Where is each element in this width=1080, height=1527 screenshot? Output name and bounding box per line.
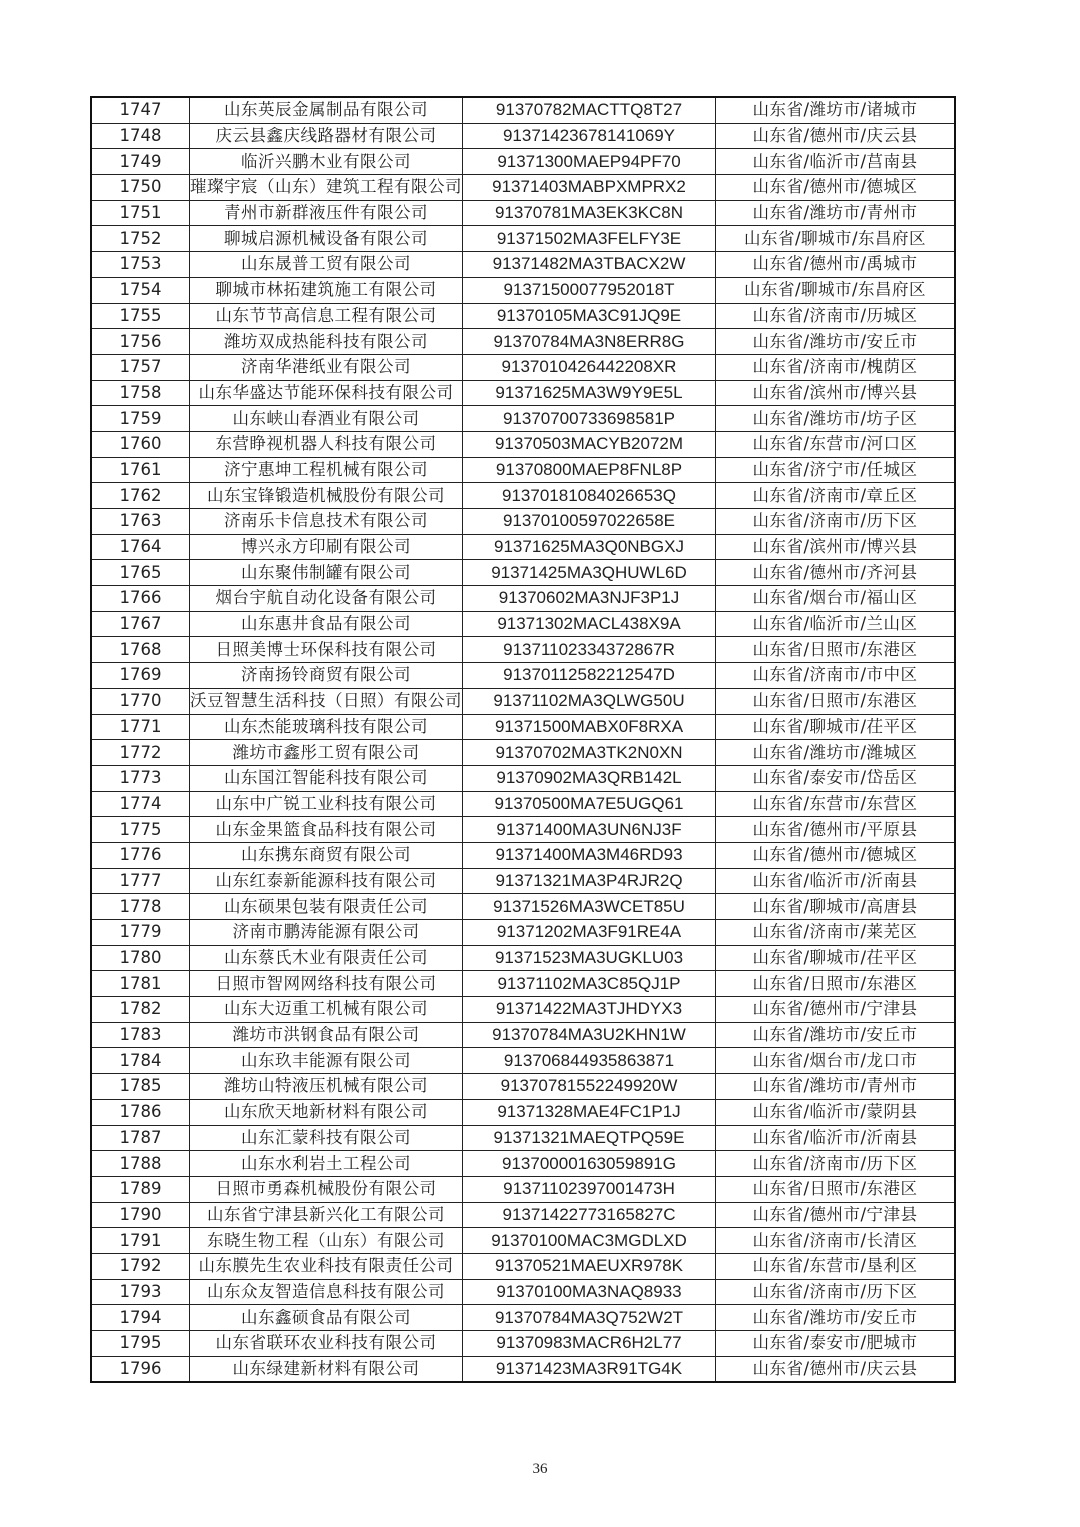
region-cell: 山东省/德州市/德城区 [716, 175, 956, 201]
credit-code-cell: 91370602MA3NJF3P1J [463, 586, 716, 612]
company-name-cell: 山东红泰新能源科技有限公司 [190, 868, 463, 894]
credit-code-cell: 91370784MA3U2KHN1W [463, 1022, 716, 1048]
table-row [91, 1202, 955, 1228]
region-cell: 山东省/潍坊市/潍城区 [716, 740, 956, 766]
credit-code-cell: 91371102397001473H [463, 1176, 716, 1202]
credit-code-cell: 91370521MAEUXR978K [463, 1253, 716, 1279]
company-name-cell: 山东汇蒙科技有限公司 [190, 1125, 463, 1151]
row-number-cell: 1795 [91, 1331, 190, 1357]
row-number-cell: 1776 [91, 842, 190, 868]
region-cell: 山东省/德州市/齐河县 [716, 560, 956, 586]
credit-code-cell: 91371422MA3TJHDYX3 [463, 997, 716, 1023]
credit-code-cell: 91371321MAEQTPQ59E [463, 1125, 716, 1151]
table-row [91, 1125, 955, 1151]
credit-code-cell: 91370100MAC3MGDLXD [463, 1228, 716, 1254]
credit-code-cell: 91371423MA3R91TG4K [463, 1356, 716, 1382]
company-name-cell: 济南乐卡信息技术有限公司 [190, 509, 463, 535]
row-number-cell: 1777 [91, 868, 190, 894]
region-cell: 山东省/济南市/章丘区 [716, 483, 956, 509]
row-number-cell: 1757 [91, 354, 190, 380]
row-number-cell: 1785 [91, 1074, 190, 1100]
credit-code-cell: 91371300MAEP94PF70 [463, 149, 716, 175]
credit-code-cell: 91371328MAE4FC1P1J [463, 1099, 716, 1125]
region-cell: 山东省/济南市/莱芜区 [716, 920, 956, 946]
company-name-cell: 烟台宇航自动化设备有限公司 [190, 586, 463, 612]
row-number-cell: 1762 [91, 483, 190, 509]
region-cell: 山东省/德州市/宁津县 [716, 1202, 956, 1228]
row-number-cell: 1782 [91, 997, 190, 1023]
credit-code-cell: 91371423678141069Y [463, 123, 716, 149]
row-number-cell: 1774 [91, 791, 190, 817]
row-number-cell: 1765 [91, 560, 190, 586]
region-cell: 山东省/临沂市/莒南县 [716, 149, 956, 175]
row-number-cell: 1748 [91, 123, 190, 149]
region-cell: 山东省/济南市/市中区 [716, 663, 956, 689]
credit-code-cell: 91371500MABX0F8RXA [463, 714, 716, 740]
company-name-cell: 东晓生物工程（山东）有限公司 [190, 1228, 463, 1254]
table-row [91, 1305, 955, 1331]
company-name-cell: 山东杰能玻璃科技有限公司 [190, 714, 463, 740]
region-cell: 山东省/泰安市/肥城市 [716, 1331, 956, 1357]
credit-code-cell: 91371625MA3Q0NBGXJ [463, 534, 716, 560]
region-cell: 山东省/潍坊市/诸城市 [716, 97, 956, 123]
table-row [91, 971, 955, 997]
row-number-cell: 1753 [91, 252, 190, 278]
table-row [91, 1228, 955, 1254]
region-cell: 山东省/潍坊市/青州市 [716, 200, 956, 226]
company-name-cell: 日照市勇森机械股份有限公司 [190, 1176, 463, 1202]
company-name-cell: 日照美博士环保科技有限公司 [190, 637, 463, 663]
region-cell: 山东省/德州市/德城区 [716, 842, 956, 868]
region-cell: 山东省/烟台市/福山区 [716, 586, 956, 612]
company-name-cell: 济南市鹏涛能源有限公司 [190, 920, 463, 946]
company-name-cell: 山东国江智能科技有限公司 [190, 765, 463, 791]
table-row [91, 688, 955, 714]
credit-code-cell: 91370902MA3QRB142L [463, 765, 716, 791]
table-row [91, 842, 955, 868]
company-name-cell: 庆云县鑫庆线路器材有限公司 [190, 123, 463, 149]
table-row [91, 894, 955, 920]
region-cell: 山东省/日照市/东港区 [716, 688, 956, 714]
region-cell: 山东省/临沂市/蒙阴县 [716, 1099, 956, 1125]
company-name-cell: 日照市智网网络科技有限公司 [190, 971, 463, 997]
company-name-cell: 山东节节高信息工程有限公司 [190, 303, 463, 329]
credit-code-cell: 91370503MACYB2072M [463, 431, 716, 457]
table-row [91, 509, 955, 535]
row-number-cell: 1784 [91, 1048, 190, 1074]
region-cell: 山东省/滨州市/博兴县 [716, 380, 956, 406]
table-row [91, 1151, 955, 1177]
credit-code-cell: 91371400MA3M46RD93 [463, 842, 716, 868]
table-row [91, 1099, 955, 1125]
region-cell: 山东省/聊城市/茌平区 [716, 714, 956, 740]
company-name-cell: 济南华港纸业有限公司 [190, 354, 463, 380]
credit-code-cell: 91371523MA3UGKLU03 [463, 945, 716, 971]
row-number-cell: 1775 [91, 817, 190, 843]
credit-code-cell: 91371403MABPXMPRX2 [463, 175, 716, 201]
company-name-cell: 山东中广锐工业科技有限公司 [190, 791, 463, 817]
region-cell: 山东省/济宁市/任城区 [716, 457, 956, 483]
company-name-cell: 璀璨宇宸（山东）建筑工程有限公司 [190, 175, 463, 201]
region-cell: 山东省/临沂市/沂南县 [716, 868, 956, 894]
region-cell: 山东省/东营市/河口区 [716, 431, 956, 457]
credit-code-cell: 91370700733698581P [463, 406, 716, 432]
table-row [91, 868, 955, 894]
table-row [91, 483, 955, 509]
table-row [91, 175, 955, 201]
region-cell: 山东省/日照市/东港区 [716, 971, 956, 997]
table-row [91, 252, 955, 278]
row-number-cell: 1778 [91, 894, 190, 920]
credit-code-cell: 91371400MA3UN6NJ3F [463, 817, 716, 843]
page-number: 36 [532, 1461, 548, 1477]
row-number-cell: 1749 [91, 149, 190, 175]
row-number-cell: 1766 [91, 586, 190, 612]
table-row [91, 740, 955, 766]
company-name-cell: 山东众友智造信息科技有限公司 [190, 1279, 463, 1305]
row-number-cell: 1788 [91, 1151, 190, 1177]
row-number-cell: 1773 [91, 765, 190, 791]
credit-code-cell: 91371102MA3C85QJ1P [463, 971, 716, 997]
company-name-cell: 山东携东商贸有限公司 [190, 842, 463, 868]
company-name-cell: 山东华盛达节能环保科技有限公司 [190, 380, 463, 406]
credit-code-cell: 91371500077952018T [463, 277, 716, 303]
row-number-cell: 1761 [91, 457, 190, 483]
row-number-cell: 1764 [91, 534, 190, 560]
credit-code-cell: 91371102334372867R [463, 637, 716, 663]
row-number-cell: 1755 [91, 303, 190, 329]
table-row [91, 945, 955, 971]
credit-code-cell: 91370800MAEP8FNL8P [463, 457, 716, 483]
row-number-cell: 1752 [91, 226, 190, 252]
company-name-cell: 山东惠井食品有限公司 [190, 611, 463, 637]
company-name-cell: 潍坊市洪钢食品有限公司 [190, 1022, 463, 1048]
table-row [91, 765, 955, 791]
region-cell: 山东省/日照市/东港区 [716, 1176, 956, 1202]
table-row [91, 714, 955, 740]
row-number-cell: 1756 [91, 329, 190, 355]
table-row [91, 1176, 955, 1202]
table-row [91, 586, 955, 612]
table-row [91, 534, 955, 560]
company-name-cell: 潍坊双成热能科技有限公司 [190, 329, 463, 355]
company-name-cell: 沃豆智慧生活科技（日照）有限公司 [190, 688, 463, 714]
credit-code-cell: 91370784MA3N8ERR8G [463, 329, 716, 355]
table-row [91, 1048, 955, 1074]
table-row [91, 380, 955, 406]
table-row [91, 97, 955, 123]
company-name-cell: 山东水利岩土工程公司 [190, 1151, 463, 1177]
region-cell: 山东省/聊城市/高唐县 [716, 894, 956, 920]
credit-code-cell: 91370500MA7E5UGQ61 [463, 791, 716, 817]
region-cell: 山东省/潍坊市/青州市 [716, 1074, 956, 1100]
table-row [91, 1253, 955, 1279]
table-row [91, 406, 955, 432]
company-name-cell: 聊城市林拓建筑施工有限公司 [190, 277, 463, 303]
row-number-cell: 1794 [91, 1305, 190, 1331]
company-name-cell: 潍坊山特液压机械有限公司 [190, 1074, 463, 1100]
company-name-cell: 潍坊市鑫彤工贸有限公司 [190, 740, 463, 766]
region-cell: 山东省/临沂市/兰山区 [716, 611, 956, 637]
row-number-cell: 1783 [91, 1022, 190, 1048]
region-cell: 山东省/潍坊市/坊子区 [716, 406, 956, 432]
row-number-cell: 1789 [91, 1176, 190, 1202]
row-number-cell: 1747 [91, 97, 190, 123]
region-cell: 山东省/潍坊市/安丘市 [716, 1022, 956, 1048]
credit-code-cell: 91371425MA3QHUWL6D [463, 560, 716, 586]
credit-code-cell: 91371502MA3FELFY3E [463, 226, 716, 252]
company-name-cell: 山东蔡氏木业有限责任公司 [190, 945, 463, 971]
table-row [91, 1279, 955, 1305]
region-cell: 山东省/济南市/历下区 [716, 1279, 956, 1305]
table-row [91, 817, 955, 843]
region-cell: 山东省/聊城市/东昌府区 [716, 277, 956, 303]
credit-code-cell: 91370100597022658E [463, 509, 716, 535]
table-row [91, 560, 955, 586]
credit-code-cell: 91370181084026653Q [463, 483, 716, 509]
region-cell: 山东省/聊城市/东昌府区 [716, 226, 956, 252]
table-row [91, 226, 955, 252]
region-cell: 山东省/德州市/平原县 [716, 817, 956, 843]
company-name-cell: 山东硕果包装有限责任公司 [190, 894, 463, 920]
row-number-cell: 1781 [91, 971, 190, 997]
row-number-cell: 1793 [91, 1279, 190, 1305]
credit-code-cell: 91371625MA3W9Y9E5L [463, 380, 716, 406]
company-name-cell: 东营睁视机器人科技有限公司 [190, 431, 463, 457]
region-cell: 山东省/济南市/历城区 [716, 303, 956, 329]
credit-code-cell: 91370105MA3C91JQ9E [463, 303, 716, 329]
credit-code-cell: 91371102MA3QLWG50U [463, 688, 716, 714]
row-number-cell: 1760 [91, 431, 190, 457]
company-name-cell: 山东英辰金属制品有限公司 [190, 97, 463, 123]
region-cell: 山东省/济南市/槐荫区 [716, 354, 956, 380]
row-number-cell: 1758 [91, 380, 190, 406]
region-cell: 山东省/滨州市/博兴县 [716, 534, 956, 560]
region-cell: 山东省/东营市/垦利区 [716, 1253, 956, 1279]
company-name-cell: 聊城启源机械设备有限公司 [190, 226, 463, 252]
company-name-cell: 山东欣天地新材料有限公司 [190, 1099, 463, 1125]
credit-code-cell: 91370781MA3EK3KC8N [463, 200, 716, 226]
table-row [91, 431, 955, 457]
row-number-cell: 1771 [91, 714, 190, 740]
region-cell: 山东省/东营市/东营区 [716, 791, 956, 817]
company-name-cell: 博兴永方印刷有限公司 [190, 534, 463, 560]
credit-code-cell: 91370784MA3Q752W2T [463, 1305, 716, 1331]
region-cell: 山东省/聊城市/茌平区 [716, 945, 956, 971]
company-name-cell: 山东膜先生农业科技有限责任公司 [190, 1253, 463, 1279]
row-number-cell: 1791 [91, 1228, 190, 1254]
table-row [91, 354, 955, 380]
region-cell: 山东省/潍坊市/安丘市 [716, 329, 956, 355]
region-cell: 山东省/德州市/禹城市 [716, 252, 956, 278]
company-name-cell: 临沂兴鹏木业有限公司 [190, 149, 463, 175]
credit-code-cell: 91371422773165827C [463, 1202, 716, 1228]
company-name-cell: 济宁惠坤工程机械有限公司 [190, 457, 463, 483]
credit-code-cell: 91370983MACR6H2L77 [463, 1331, 716, 1357]
company-name-cell: 济南扬铃商贸有限公司 [190, 663, 463, 689]
company-name-cell: 山东金果篮食品科技有限公司 [190, 817, 463, 843]
credit-code-cell: 91371321MA3P4RJR2Q [463, 868, 716, 894]
region-cell: 山东省/德州市/庆云县 [716, 1356, 956, 1382]
credit-code-cell: 91370781552249920W [463, 1074, 716, 1100]
row-number-cell: 1763 [91, 509, 190, 535]
credit-code-cell: 91371202MA3F91RE4A [463, 920, 716, 946]
region-cell: 山东省/烟台市/龙口市 [716, 1048, 956, 1074]
region-cell: 山东省/潍坊市/安丘市 [716, 1305, 956, 1331]
credit-code-cell: 91371302MACL438X9A [463, 611, 716, 637]
company-table-body [91, 97, 955, 1382]
company-table [90, 96, 956, 1383]
row-number-cell: 1754 [91, 277, 190, 303]
table-row [91, 1356, 955, 1382]
row-number-cell: 1786 [91, 1099, 190, 1125]
table-row [91, 611, 955, 637]
row-number-cell: 1750 [91, 175, 190, 201]
table-row [91, 1074, 955, 1100]
region-cell: 山东省/临沂市/沂南县 [716, 1125, 956, 1151]
table-row [91, 1022, 955, 1048]
table-row [91, 303, 955, 329]
credit-code-cell: 91370112582212547D [463, 663, 716, 689]
table-row [91, 637, 955, 663]
row-number-cell: 1787 [91, 1125, 190, 1151]
row-number-cell: 1796 [91, 1356, 190, 1382]
region-cell: 山东省/德州市/庆云县 [716, 123, 956, 149]
company-name-cell: 山东大迈重工机械有限公司 [190, 997, 463, 1023]
row-number-cell: 1769 [91, 663, 190, 689]
credit-code-cell: 91370100MA3NAQ8933 [463, 1279, 716, 1305]
region-cell: 山东省/泰安市/岱岳区 [716, 765, 956, 791]
table-row [91, 277, 955, 303]
credit-code-cell: 9137010426442208XR [463, 354, 716, 380]
company-name-cell: 山东鑫硕食品有限公司 [190, 1305, 463, 1331]
row-number-cell: 1751 [91, 200, 190, 226]
table-row [91, 997, 955, 1023]
credit-code-cell: 91370000163059891G [463, 1151, 716, 1177]
row-number-cell: 1792 [91, 1253, 190, 1279]
region-cell: 山东省/济南市/历下区 [716, 509, 956, 535]
credit-code-cell: 91370702MA3TK2N0XN [463, 740, 716, 766]
company-name-cell: 青州市新群液压件有限公司 [190, 200, 463, 226]
table-row [91, 791, 955, 817]
table-row [91, 920, 955, 946]
table-row [91, 329, 955, 355]
table-row [91, 149, 955, 175]
company-name-cell: 山东省联环农业科技有限公司 [190, 1331, 463, 1357]
table-row [91, 200, 955, 226]
region-cell: 山东省/济南市/历下区 [716, 1151, 956, 1177]
credit-code-cell: 91370782MACTTQ8T27 [463, 97, 716, 123]
table-row [91, 1331, 955, 1357]
company-name-cell: 山东宝锋锻造机械股份有限公司 [190, 483, 463, 509]
row-number-cell: 1768 [91, 637, 190, 663]
company-name-cell: 山东峡山春酒业有限公司 [190, 406, 463, 432]
company-name-cell: 山东省宁津县新兴化工有限公司 [190, 1202, 463, 1228]
row-number-cell: 1780 [91, 945, 190, 971]
table-row [91, 123, 955, 149]
row-number-cell: 1759 [91, 406, 190, 432]
row-number-cell: 1767 [91, 611, 190, 637]
row-number-cell: 1770 [91, 688, 190, 714]
credit-code-cell: 91371482MA3TBACX2W [463, 252, 716, 278]
row-number-cell: 1790 [91, 1202, 190, 1228]
company-name-cell: 山东晟普工贸有限公司 [190, 252, 463, 278]
company-name-cell: 山东玖丰能源有限公司 [190, 1048, 463, 1074]
region-cell: 山东省/日照市/东港区 [716, 637, 956, 663]
credit-code-cell: 913706844935863871 [463, 1048, 716, 1074]
table-row [91, 457, 955, 483]
region-cell: 山东省/德州市/宁津县 [716, 997, 956, 1023]
row-number-cell: 1779 [91, 920, 190, 946]
credit-code-cell: 91371526MA3WCET85U [463, 894, 716, 920]
company-name-cell: 山东聚伟制罐有限公司 [190, 560, 463, 586]
row-number-cell: 1772 [91, 740, 190, 766]
company-name-cell: 山东绿建新材料有限公司 [190, 1356, 463, 1382]
table-row [91, 663, 955, 689]
region-cell: 山东省/济南市/长清区 [716, 1228, 956, 1254]
